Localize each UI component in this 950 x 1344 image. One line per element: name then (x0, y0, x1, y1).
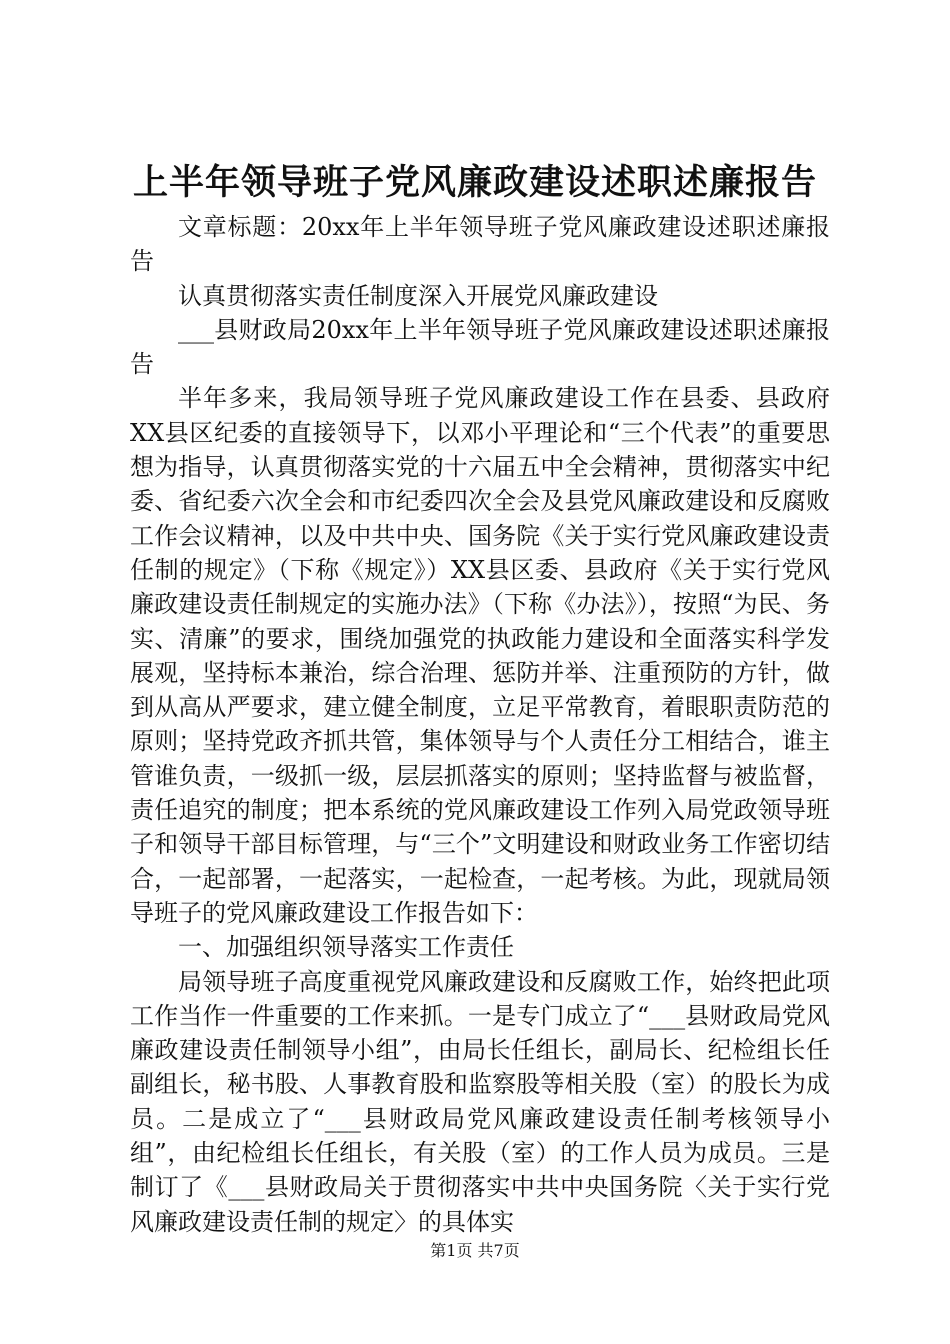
section-heading-1: 一、加强组织领导落实工作责任 (178, 933, 514, 962)
document-title: 上半年领导班子党风廉政建设述职述廉报告 (132, 162, 817, 203)
paragraph-intro: 半年多来，我局领导班子党风廉政建设工作在县委、县政府XX县区纪委的直接领导下，以邓小平理论和“三个代表”的重要思想为指导，认真贯彻落实党的十六届五中全会精神，贯彻落实中纪委、省纪委六次全会和市纪委四次全会及县党风廉政建设和反腐败工作会议精神，以及中共中央、国务院《关于实行党风廉政建设责任制的规定》（下称《规定》）XX县区委、县政府《关于实行党风廉政建设责任制规定的实施办法》（下称《办法》），按照“为民、务实、清廉”的要求，围绕加强党的执政能力建设和全面落实科学发展观，坚持标本兼治，综合治理、惩防并举、注重预防的方针，做到从高从严要求，建立健全制度，立足平常教育，着眼职责防范的原则；坚持党政齐抓共管，集体领导与个人责任分工相结合，谁主管谁负责，一级抓一级，层层抓落实的原则；坚持监督与被监督，责任追究的制度；把本系统的党风廉政建设工作列入局党政领导班子和领导干部目标管理，与“三个”文明建设和财政业务工作密切结合，一起部署，一起落实，一起检查，一起考核。为此，现就局领导班子的党风廉政建设工作报告如下： (130, 384, 830, 927)
paragraph-subtitle: 认真贯彻落实责任制度深入开展党风廉政建设 (178, 281, 658, 310)
document-body (130, 210, 830, 1239)
paragraph-section-1: 局领导班子高度重视党风廉政建设和反腐败工作，始终把此项工作当作一件重要的工作来抓。一是专门成立了“___县财政局党风廉政建设责任制领导小组”，由局长任组长，副局长、纪检组长任副组长，秘书股、人事教育股和监察股等相关股（室）的股长为成员。二是成立了“___县财政局党风廉政建设责任制考核领导小组”，由纪检组长任组长，有关股（室）的工作人员为成员。三是制订了《___县财政局关于贯彻落实中共中央国务院〈关于实行党风廉政建设责任制的规定〉的具体实 (130, 967, 830, 1236)
page-number: 第1页 共7页 (430, 1241, 520, 1260)
paragraph-article-title: 文章标题：20xx年上半年领导班子党风廉政建设述职述廉报告 (130, 213, 830, 276)
paragraph-report-name: ___县财政局20xx年上半年领导班子党风廉政建设述职述廉报告 (130, 315, 830, 379)
